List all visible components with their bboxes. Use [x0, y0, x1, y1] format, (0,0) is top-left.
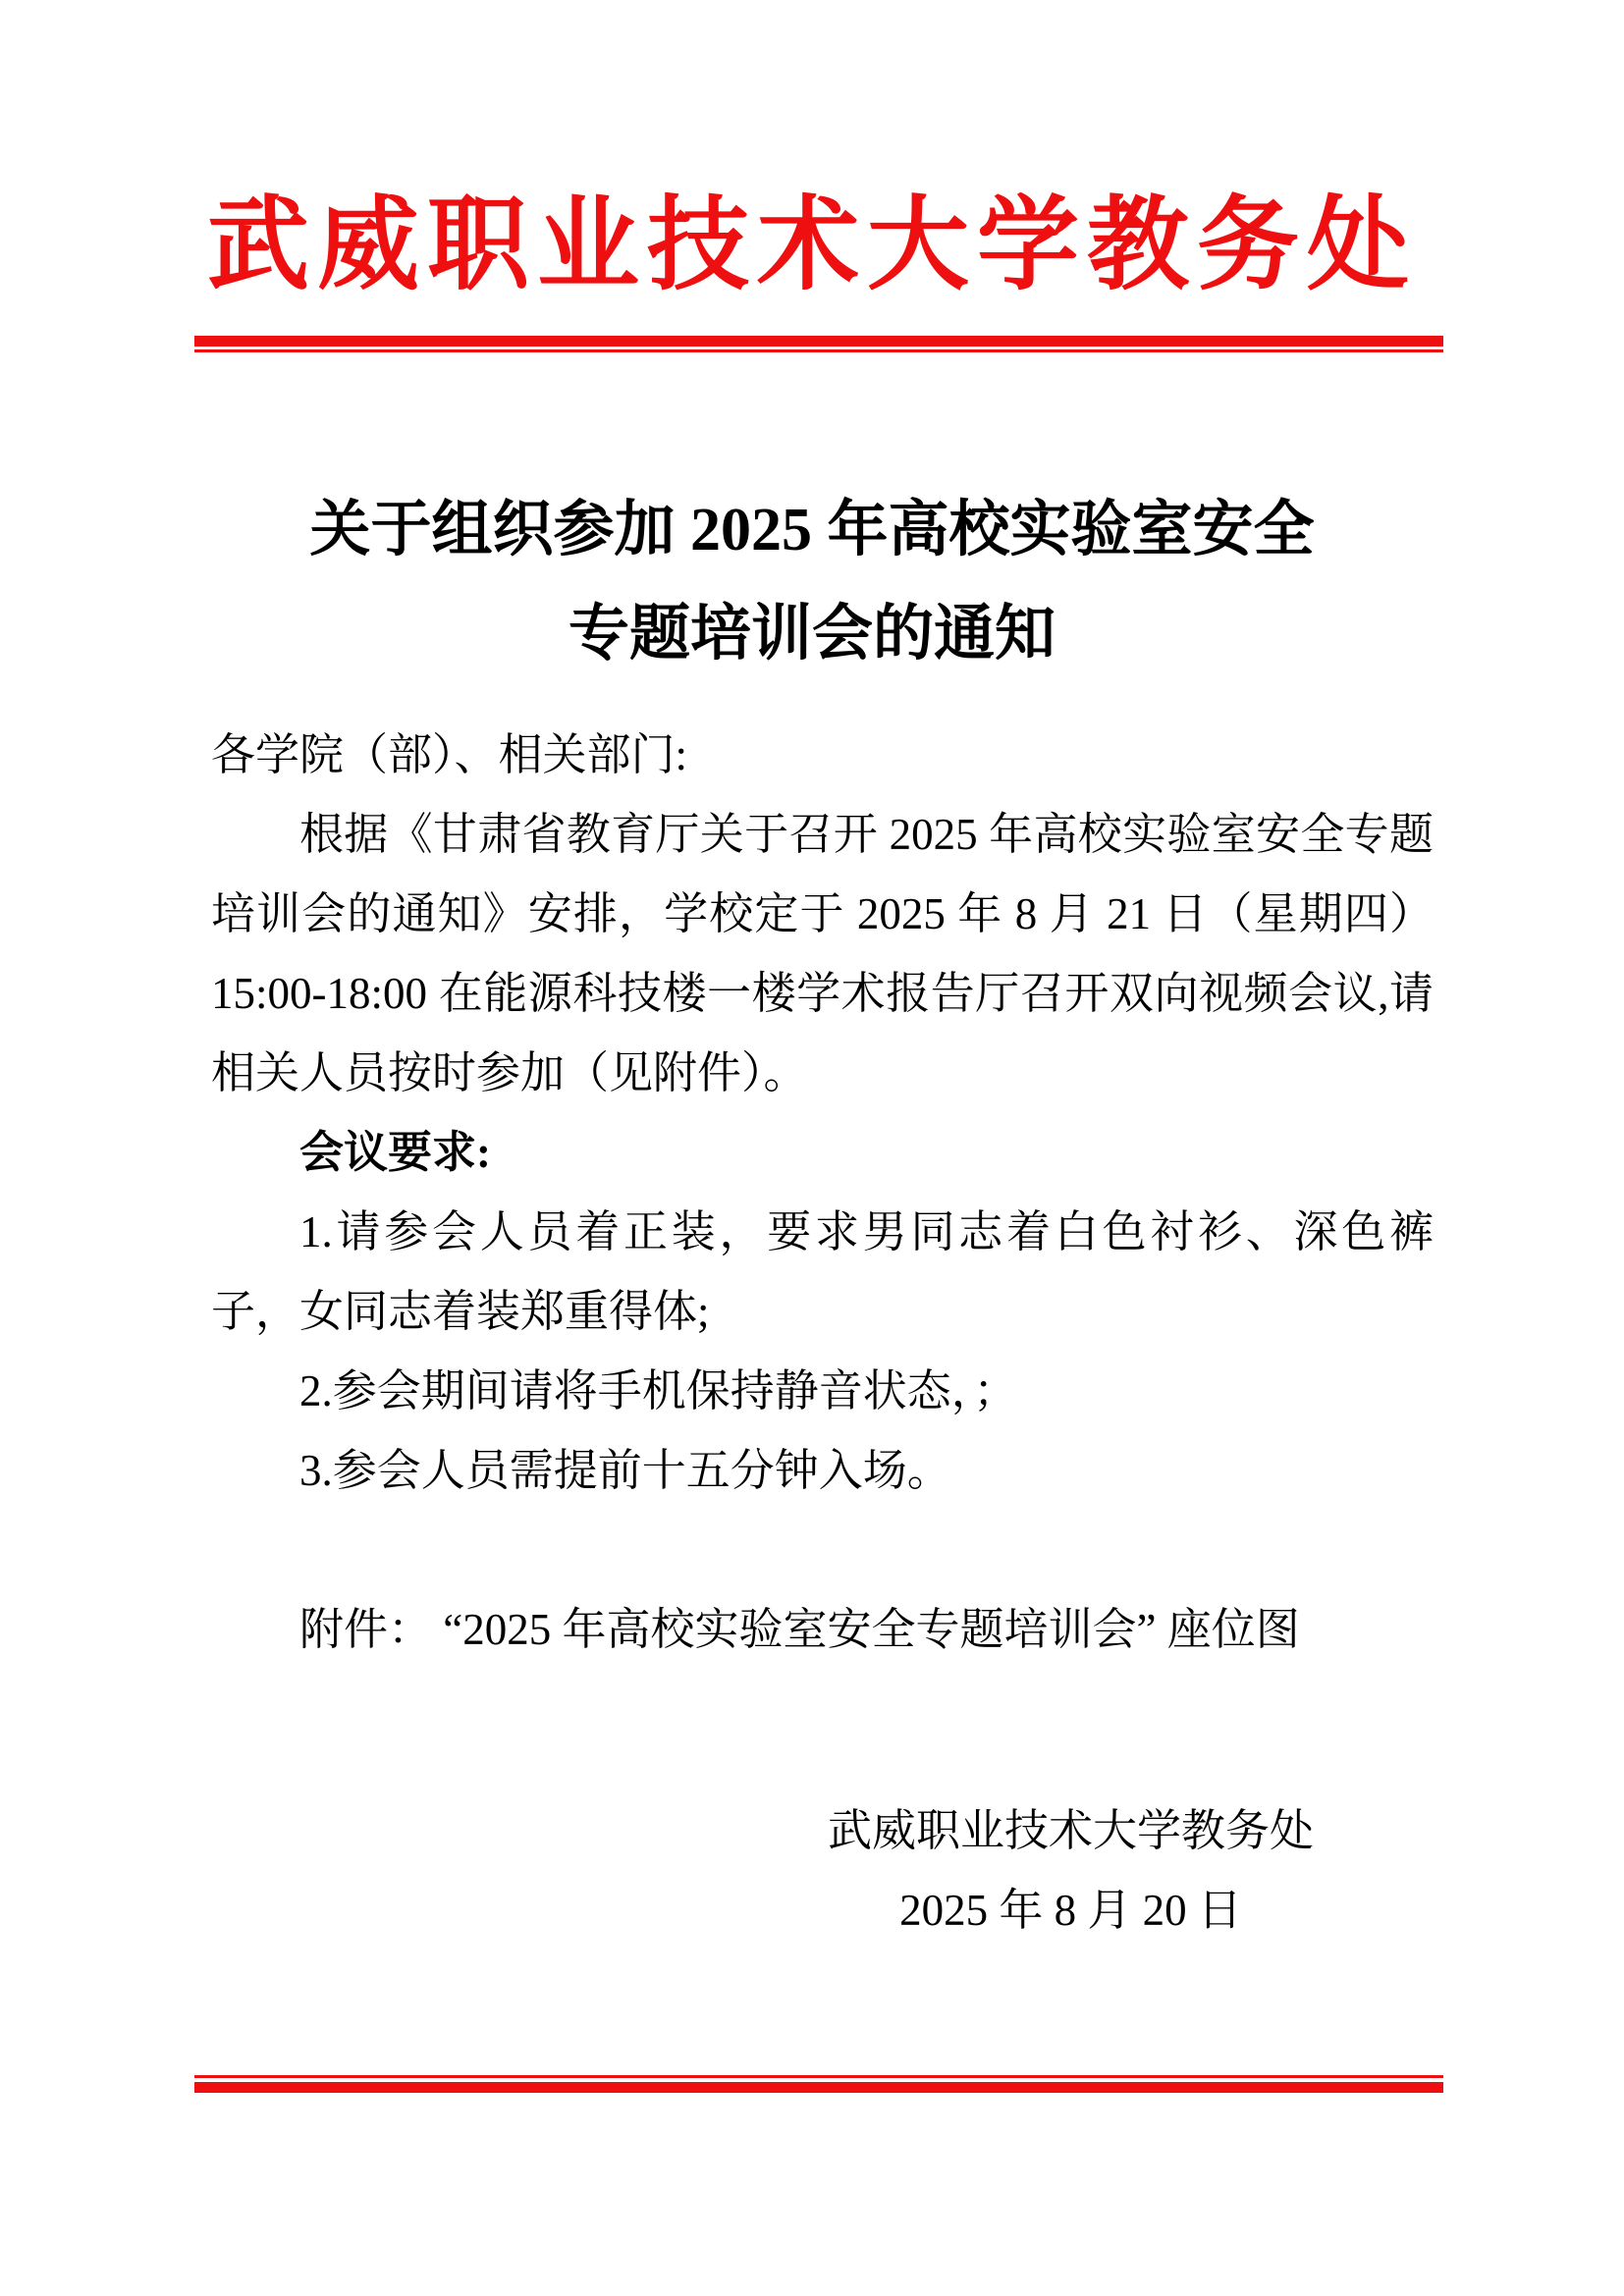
footer-double-rule	[194, 2075, 1443, 2093]
footer-rule-thick	[194, 2082, 1443, 2093]
title-line-2: 专题培训会的通知	[568, 601, 1056, 667]
intro-paragraph: 根据《甘肃省教育厅关于召开 2025 年高校实验室安全专题培训会的通知》安排，学校定于 2025 年 8 月 21 日（星期四）15:00-18:00 在能源科技楼一楼学术报告厅召开双向视频会议,请相关人员按时参加（见附件）。	[211, 810, 1434, 1097]
requirement-item-1: 1.请参会人员着正装，要求男同志着白色衬衫、深色裤子，女同志着装郑重得体;	[211, 1207, 1434, 1336]
footer-rule-thin	[194, 2075, 1443, 2078]
letterhead-org-name: 武威职业技术大学教务处	[206, 189, 1417, 302]
notice-body	[211, 716, 1434, 1950]
header-rule-thin	[194, 349, 1443, 352]
requirement-item-2: 2.参会期间请将手机保持静音状态，；	[299, 1366, 1018, 1415]
attachment-line: 附件： “2025 年高校实验室安全专题培训会” 座位图	[299, 1605, 1300, 1654]
signature-date: 2025 年 8 月 20 日	[899, 1886, 1242, 1935]
signature-org: 武威职业技术大学教务处	[827, 1806, 1314, 1855]
notice-title	[0, 478, 1624, 686]
requirements-heading: 会议要求:	[299, 1128, 491, 1177]
signature-block	[828, 1791, 1314, 1950]
salutation: 各学院（部）、相关部门:	[211, 730, 688, 779]
header-double-rule	[194, 336, 1443, 352]
header-rule-thick	[194, 336, 1443, 347]
requirement-item-3: 3.参会人员需提前十五分钟入场。	[299, 1446, 951, 1495]
title-line-1: 关于组织参加 2025 年高校实验室安全	[309, 497, 1315, 563]
